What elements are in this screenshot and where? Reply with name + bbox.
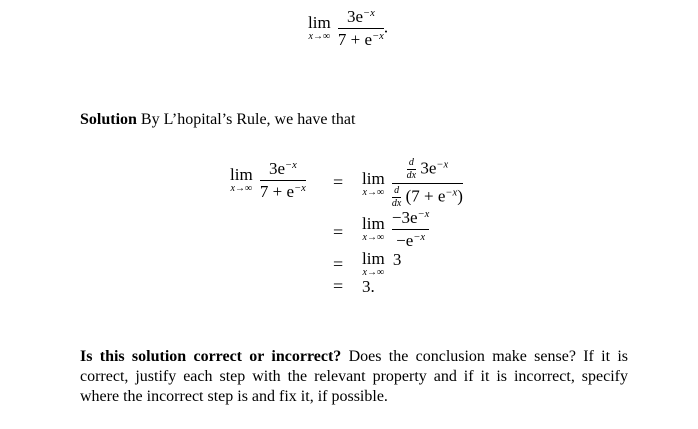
derivation-step-2 [362,209,429,250]
solution-text: By L’hopital’s Rule, we have that [136,111,356,128]
step2-fraction: $\frac{-3e^{-x}}{-e^{-x}}$ [391,208,430,250]
step1-fraction: $\frac{\frac{d}{dx} 3e^{-x}}{\frac{d}{dx} (7 + e^{-x})}$ [391,157,463,209]
question-paragraph [80,347,628,407]
lhs-fraction: $\frac{3e^{-x}}{7 + e^{-x}}$ [259,159,306,201]
question-text: Does the conclusion make sense? If it is correct, justify each step with the relevant property and if it is incorrect, specify where the incorrect step is and fix it, if possible. [80,348,629,405]
solution-intro [80,110,355,130]
question-label: Is this solution correct or incorrect? [80,348,342,365]
equals-sign-2: = [333,222,344,242]
problem-limit-expression: lim x→∞ $\frac{3e^{-x}}{7 + e^{-x}}$ . [308,7,389,49]
solution-label: Solution [80,111,137,128]
limit-operator: lim x→∞ [308,13,331,43]
limit-operator: lim x→∞ [362,249,385,278]
limit-operator: lim x→∞ [230,165,253,195]
limit-operator: lim x→∞ [362,214,385,244]
derivative-operator: $\frac{d}{dx}$ [406,157,417,181]
derivative-operator: $\frac{d}{dx}$ [391,185,402,209]
equals-sign-3: = [333,254,344,274]
limit-operator: lim x→∞ [362,168,385,198]
derivation-step-1 [362,158,463,209]
equals-sign-4: = [333,276,344,296]
derivation-step-3 [362,250,401,278]
equals-sign-1: = [333,172,344,192]
step4-value: 3. [362,277,375,296]
derivation-step-4 [362,277,375,297]
problem-fraction: $\frac{3e^{-x}}{7 + e^{-x}}$ [337,7,384,49]
derivation-lhs [230,160,306,201]
step3-value: 3 [392,250,402,269]
